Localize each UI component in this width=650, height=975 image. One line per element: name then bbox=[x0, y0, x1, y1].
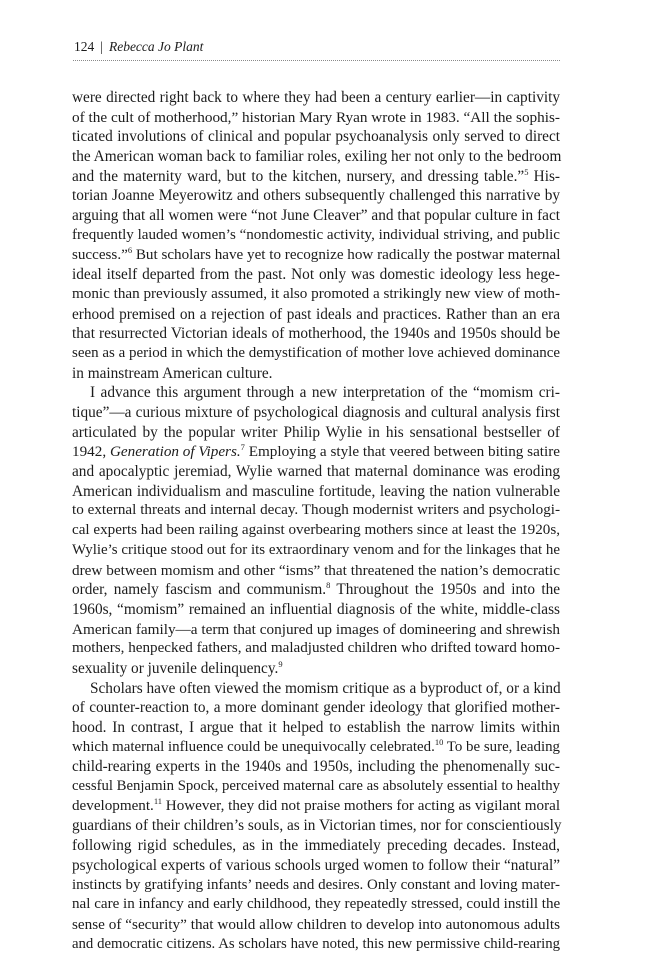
text-line bbox=[72, 836, 560, 856]
text-line bbox=[72, 403, 560, 423]
body-text bbox=[72, 88, 560, 954]
text-line bbox=[72, 206, 560, 226]
text-line bbox=[72, 521, 560, 541]
line-text-continued: However, they did not praise mothers for acting as vigilant moral bbox=[162, 797, 561, 814]
line-text: the American woman back to familiar roles, exiling her not only to the bedroom bbox=[72, 148, 562, 166]
text-line bbox=[72, 462, 560, 482]
running-head bbox=[74, 38, 562, 56]
text-line bbox=[72, 305, 560, 325]
text-line bbox=[72, 127, 560, 147]
text-line bbox=[72, 856, 560, 876]
text-line bbox=[72, 620, 560, 640]
text-line bbox=[72, 167, 560, 187]
text-line bbox=[72, 797, 560, 817]
text-line bbox=[72, 186, 560, 206]
text-line bbox=[72, 226, 560, 246]
line-text: success.” bbox=[72, 246, 128, 263]
footnote-marker: 6 bbox=[127, 244, 133, 255]
line-text-continued: His- bbox=[528, 167, 560, 185]
text-line bbox=[72, 738, 560, 758]
footnote-marker: 7 bbox=[240, 442, 245, 453]
text-line bbox=[72, 777, 560, 797]
line-text: and the maternity ward, but to the kitchen, nursery, and dressing table.” bbox=[72, 167, 525, 185]
text-line bbox=[72, 659, 560, 679]
line-text: sense of “security” that would allow children to develop into autonomous adults bbox=[72, 915, 560, 933]
line-text: psychological experts of various schools urged women to follow their “natural” bbox=[72, 856, 560, 874]
footnote-marker: 5 bbox=[524, 166, 529, 177]
text-line bbox=[72, 423, 560, 443]
text-line bbox=[72, 108, 560, 128]
line-text: drew between momism and other “isms” that threatened the nation’s democratic bbox=[72, 561, 560, 579]
line-text: sexuality or juvenile delinquency. bbox=[72, 659, 279, 677]
line-text: ticated involutions of clinical and popular psychoanalysis only served to direct bbox=[72, 128, 560, 146]
line-text: mothers, henpecked fathers, and maladjusted children who drifted toward homo- bbox=[72, 640, 560, 657]
line-text: torian Joanne Meyerowitz and others subsequently challenged this narrative by bbox=[72, 187, 560, 205]
line-text: cal experts had been railing against overbearing mothers since at least the 1920s, bbox=[72, 522, 560, 539]
line-text: guardians of their children’s souls, as in Victorian times, nor for conscientiously bbox=[72, 817, 562, 835]
line-text: ideal itself departed from the past. Not only was domestic ideology less hege- bbox=[72, 266, 560, 284]
text-line bbox=[72, 561, 560, 581]
line-text: development. bbox=[72, 797, 154, 814]
line-text: order, namely fascism and communism. bbox=[72, 581, 327, 599]
line-text: American family—a term that conjured up images of domineering and shrewish bbox=[72, 620, 560, 638]
line-text: and apocalyptic jeremiad, Wylie warned that maternal dominance was eroding bbox=[72, 463, 560, 481]
line-text: 1960s, “momism” remained an influential diagnosis of the white, middle-class bbox=[72, 600, 560, 618]
line-text: instincts by gratifying infants’ needs and desires. Only constant and loving mater- bbox=[72, 876, 560, 893]
book-title: Generation of Vipers. bbox=[109, 443, 241, 461]
text-line bbox=[72, 895, 560, 915]
line-text: 1942, bbox=[72, 443, 110, 461]
line-text: arguing that all women were “not June Cleaver” and that popular culture in fact bbox=[72, 207, 560, 225]
line-text: in mainstream American culture. bbox=[72, 364, 273, 382]
header-rule bbox=[73, 60, 560, 61]
text-line bbox=[72, 324, 560, 344]
text-line bbox=[72, 915, 560, 935]
footnote-marker: 9 bbox=[278, 658, 283, 669]
line-text: tique”—a curious mixture of psychological diagnosis and cultural analysis first bbox=[72, 404, 560, 421]
text-line bbox=[72, 935, 560, 955]
line-text: and democratic citizens. As scholars have noted, this new permissive child-rearing bbox=[72, 935, 560, 952]
line-text: that resurrected Victorian ideals of motherhood, the 1940s and 1950s should be bbox=[72, 325, 560, 343]
text-line bbox=[72, 88, 560, 108]
text-line bbox=[72, 541, 560, 561]
text-line bbox=[72, 265, 560, 285]
text-line bbox=[72, 816, 560, 836]
line-text: seen as a period in which the demystification of mother love achieved dominance bbox=[72, 344, 560, 361]
line-text: child-rearing experts in the 1940s and 1950s, including the phenomenally suc- bbox=[72, 758, 560, 776]
line-text: of counter-reaction to, a more dominant gender ideology that glorified mother- bbox=[72, 699, 560, 717]
text-line bbox=[72, 600, 560, 620]
line-text: of the cult of motherhood,” historian Mary Ryan wrote in 1983. “All the sophis- bbox=[72, 108, 560, 126]
line-text: erhood premised on a rejection of past ideals and practices. Rather than an era bbox=[72, 305, 560, 323]
line-text: articulated by the popular writer Philip Wylie in his sensational bestseller of bbox=[72, 423, 560, 441]
text-line bbox=[72, 285, 560, 305]
text-line bbox=[72, 344, 560, 364]
text-line bbox=[72, 442, 560, 462]
line-text: nal care in infancy and early childhood, they repeatedly stressed, could instill the bbox=[72, 896, 561, 913]
line-text: monic than previously assumed, it also promoted a strikingly new view of moth- bbox=[72, 285, 560, 302]
line-text: American individualism and masculine fortitude, leaving the nation vulnerable bbox=[72, 482, 560, 500]
text-line bbox=[72, 147, 560, 167]
header-separator: | bbox=[100, 39, 103, 54]
line-text: were directed right back to where they had been a century earlier—in captivity bbox=[72, 89, 560, 106]
line-text: cessful Benjamin Spock, perceived maternal care as absolutely essential to healthy bbox=[72, 778, 560, 795]
text-line bbox=[72, 383, 560, 403]
line-text: following rigid schedules, as in the immediately preceding decades. Instead, bbox=[72, 837, 560, 855]
text-line bbox=[72, 876, 560, 896]
line-text: hood. In contrast, I argue that it helped to establish the narrow limits within bbox=[72, 719, 560, 736]
text-line bbox=[72, 501, 560, 521]
line-text-continued: To be sure, leading bbox=[443, 738, 560, 755]
line-text-continued: But scholars have yet to recognize how radically the postwar maternal bbox=[132, 246, 561, 263]
line-text: to external threats and internal decay. Though modernist writers and psychologi- bbox=[72, 502, 560, 519]
line-text: frequently lauded women’s “nondomestic activity, individual striving, and public bbox=[72, 226, 560, 243]
text-line bbox=[72, 679, 560, 699]
line-text: Scholars have often viewed the momism critique as a byproduct of, or a kind bbox=[90, 679, 561, 697]
text-line bbox=[72, 718, 560, 738]
page-number: 124 bbox=[74, 39, 95, 54]
text-line bbox=[72, 246, 560, 266]
line-text: Wylie’s critique stood out for its extraordinary venom and for the linkages that he bbox=[72, 541, 560, 558]
footnote-marker: 11 bbox=[153, 795, 163, 806]
text-line bbox=[72, 639, 560, 659]
line-text: which maternal influence could be unequivocally celebrated. bbox=[72, 738, 435, 755]
text-line bbox=[72, 580, 560, 600]
text-line bbox=[72, 364, 560, 384]
running-head-author: Rebecca Jo Plant bbox=[108, 39, 204, 54]
text-line bbox=[72, 482, 560, 502]
line-text-continued: Employing a style that veered between biting satire bbox=[244, 443, 561, 461]
text-line bbox=[72, 757, 560, 777]
line-text-continued: Throughout the 1950s and into the bbox=[330, 581, 561, 599]
text-line bbox=[72, 698, 560, 718]
footnote-marker: 10 bbox=[434, 736, 444, 747]
line-text: I advance this argument through a new interpretation of the “momism cri- bbox=[90, 384, 560, 402]
footnote-marker: 8 bbox=[326, 580, 331, 591]
